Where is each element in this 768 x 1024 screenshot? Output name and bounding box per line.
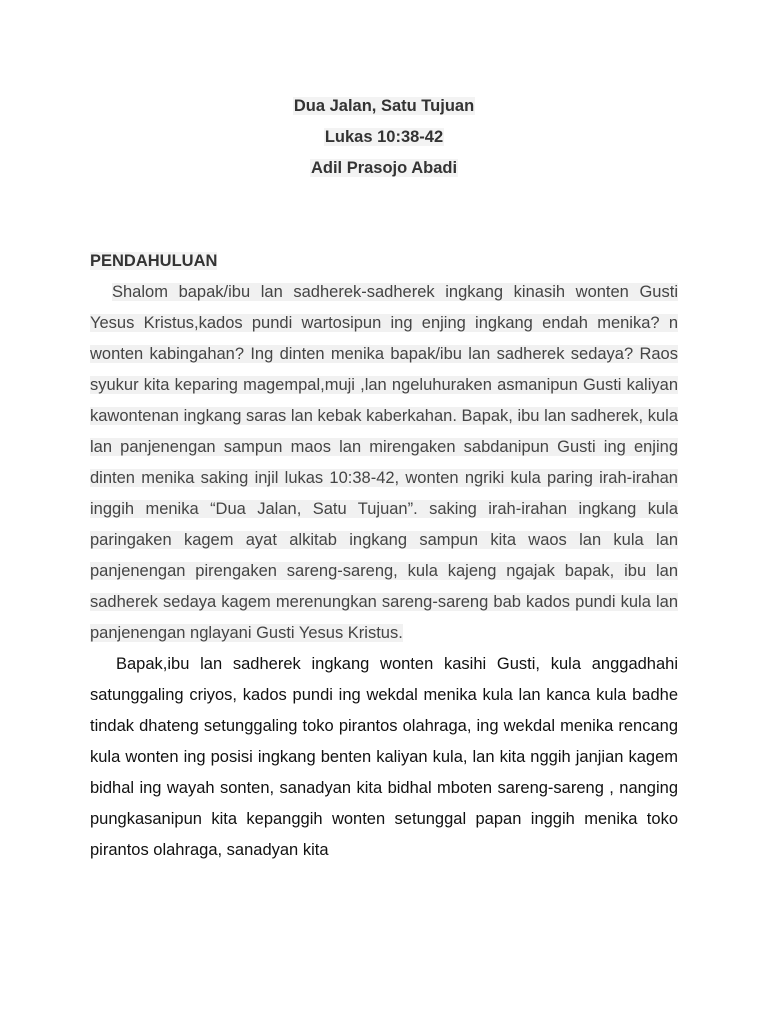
title-block: [0, 91, 768, 184]
sermon-title: Dua Jalan, Satu Tujuan: [293, 97, 475, 115]
paragraph-introduction: [90, 277, 678, 649]
paragraph-text: Bapak,ibu lan sadherek ingkang wonten kasihi Gusti, kula anggadhahi satunggaling criyos, kados pundi ing wekdal menika kula lan kanca kula badhe tindak dhateng setunggaling toko pirantos olahraga, ing wekdal menika rencang kula wonten ing posisi ingkang benten kaliyan kula, lan kita nggih janjian kagem bidhal ing wayah sonten, sanadyan kita bidhal mboten sareng-sareng , nanging pungkasanipun kita kepanggih wonten setunggal papan inggih menika toko pirantos olahraga, sanadyan kita: [90, 655, 678, 859]
scripture-reference-line: [0, 122, 768, 153]
section-heading-text: PENDAHULUAN: [90, 252, 218, 270]
scripture-reference: Lukas 10:38-42: [324, 128, 444, 146]
sermon-title-line: [0, 91, 768, 122]
paragraph-text: Shalom bapak/ibu lan sadherek-sadherek ingkang kinasih wonten Gusti Yesus Kristus,kados pundi wartosipun ing enjing ingkang endah menika? n wonten kabingahan? Ing dinten menika bapak/ibu lan sadherek sedaya? Raos syukur kita keparing magempal,muji ,lan ngeluhuraken asmanipun Gusti kaliyan kawontenan ingkang saras lan kebak kaberkahan. Bapak, ibu lan sadherek, kula lan panjenengan sampun maos lan mirengaken sabdanipun Gusti ing enjing dinten menika saking injil lukas 10:38-42, wonten ngriki kula paring irah-irahan inggih menika “Dua Jalan, Satu Tujuan”. saking irah-irahan ingkang kula paringaken kagem ayat alkitab ingkang sampun kita waos lan kula lan panjenengan pirengaken sareng-sareng, kula kajeng ngajak bapak, ibu lan sadherek sedaya kagem merenungkan sareng-sareng bab kados pundi kula lan panjenengan nglayani Gusti Yesus Kristus.: [90, 283, 678, 642]
document-body: [90, 246, 678, 866]
section-heading: [90, 246, 678, 277]
author-name-line: [0, 153, 768, 184]
paragraph-story: [90, 649, 678, 866]
author-name: Adil Prasojo Abadi: [310, 159, 458, 177]
